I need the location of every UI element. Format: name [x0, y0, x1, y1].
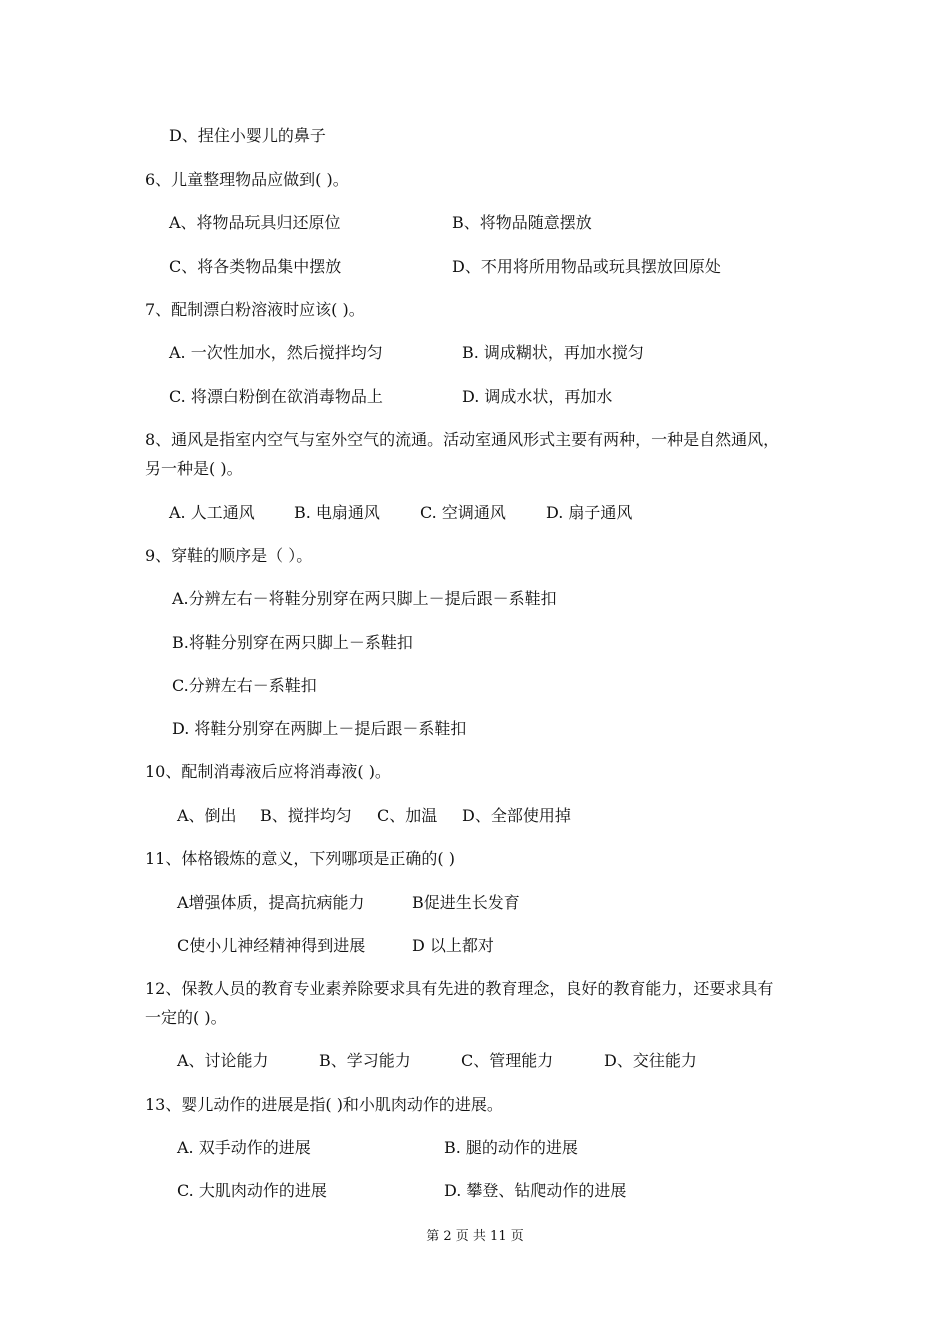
question-12-line-2: 一定的( )。 — [145, 1008, 227, 1027]
question-13: 13、婴儿动作的进展是指( )和小肌肉动作的进展。 — [145, 1095, 503, 1114]
option-6b: B、将物品随意摆放 — [452, 213, 592, 232]
question-7: 7、配制漂白粉溶液时应该( )。 — [145, 300, 365, 319]
option-8a: A. 人工通风 — [169, 503, 255, 522]
option-9d: D. 将鞋分别穿在两脚上－提后跟－系鞋扣 — [172, 719, 467, 738]
option-12d: D、交往能力 — [604, 1051, 697, 1070]
option-5d: D、捏住小婴儿的鼻子 — [169, 126, 326, 145]
page-number-footer: 第 2 页 共 11 页 — [426, 1229, 524, 1244]
option-6d: D、不用将所用物品或玩具摆放回原处 — [452, 257, 721, 276]
option-13d: D. 攀登、钻爬动作的进展 — [444, 1181, 627, 1200]
question-8-line-1: 8、通风是指室内空气与室外空气的流通。活动室通风形式主要有两种，一种是自然通风， — [145, 430, 780, 449]
option-11d: D 以上都对 — [412, 936, 494, 955]
option-11a: A增强体质，提高抗病能力 — [177, 893, 365, 912]
option-13a: A. 双手动作的进展 — [177, 1138, 311, 1157]
option-10a: A、倒出 — [177, 806, 237, 825]
question-6: 6、儿童整理物品应做到( )。 — [145, 170, 349, 189]
option-12c: C、管理能力 — [461, 1051, 554, 1070]
option-12b: B、学习能力 — [319, 1051, 411, 1070]
option-12a: A、讨论能力 — [177, 1051, 269, 1070]
option-7a: A. 一次性加水，然后搅拌均匀 — [169, 343, 383, 362]
option-8c: C. 空调通风 — [420, 503, 506, 522]
option-7b: B. 调成糊状，再加水搅匀 — [462, 343, 644, 362]
question-12-line-1: 12、保教人员的教育专业素养除要求具有先进的教育理念，良好的教育能力，还要求具有 — [145, 979, 774, 998]
option-13b: B. 腿的动作的进展 — [444, 1138, 578, 1157]
option-8d: D. 扇子通风 — [546, 503, 633, 522]
question-10: 10、配制消毒液后应将消毒液( )。 — [145, 762, 391, 781]
option-8b: B. 电扇通风 — [294, 503, 380, 522]
option-9b: B.将鞋分别穿在两只脚上－系鞋扣 — [172, 633, 413, 652]
option-10d: D、全部使用掉 — [462, 806, 571, 825]
question-9: 9、穿鞋的顺序是（ ）。 — [145, 546, 313, 565]
option-9a: A.分辨左右－将鞋分别穿在两只脚上－提后跟－系鞋扣 — [172, 589, 557, 608]
option-6c: C、将各类物品集中摆放 — [169, 257, 342, 276]
option-11b: B促进生长发育 — [412, 893, 520, 912]
option-7d: D. 调成水状，再加水 — [462, 387, 613, 406]
option-7c: C. 将漂白粉倒在欲消毒物品上 — [169, 387, 383, 406]
option-10b: B、搅拌均匀 — [260, 806, 352, 825]
option-11c: C使小儿神经精神得到进展 — [177, 936, 366, 955]
question-8-line-2: 另一种是( )。 — [145, 459, 243, 478]
option-10c: C、加温 — [377, 806, 438, 825]
option-6a: A、将物品玩具归还原位 — [169, 213, 341, 232]
option-9c: C.分辨左右－系鞋扣 — [172, 676, 317, 695]
question-11: 11、体格锻炼的意义，下列哪项是正确的( ) — [145, 849, 455, 868]
option-13c: C. 大肌肉动作的进展 — [177, 1181, 327, 1200]
